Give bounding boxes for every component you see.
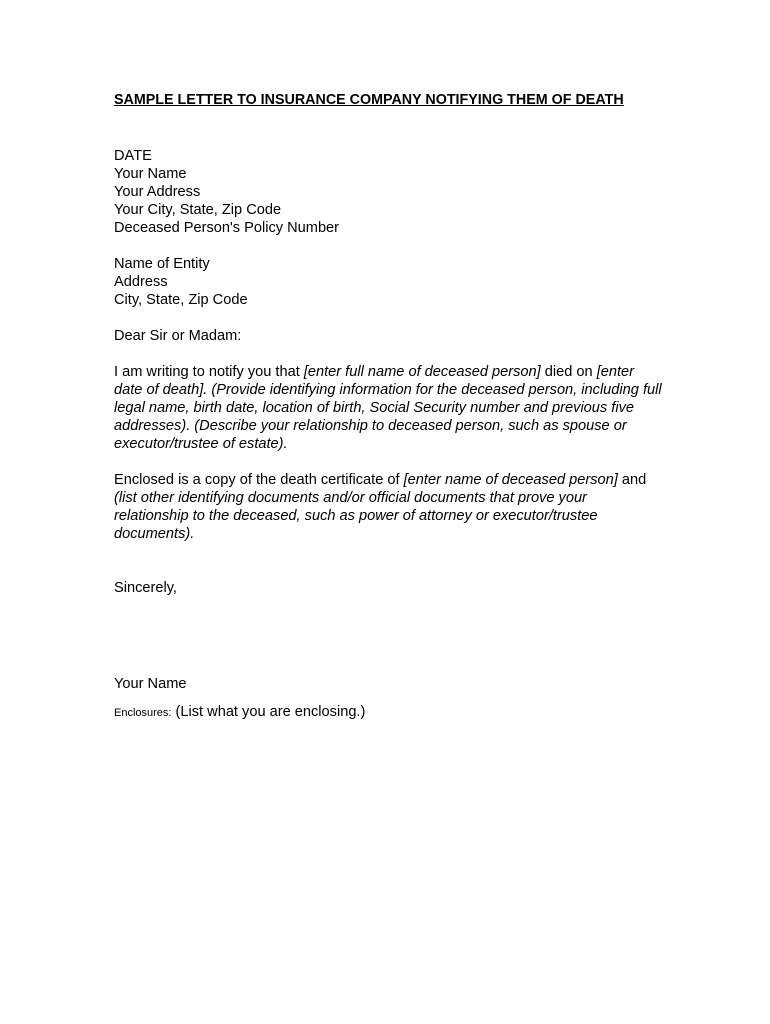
letter-body [114, 90, 664, 722]
sender-block [114, 147, 664, 237]
signature-name: Your Name [114, 676, 187, 692]
sender-name: Your Name [114, 166, 187, 182]
sender-date: DATE [114, 148, 152, 164]
paragraph-1-text: I am writing to notify you that [114, 364, 304, 380]
recipient-entity: Name of Entity [114, 256, 210, 272]
body-paragraph-2 [114, 471, 664, 543]
body-paragraph-1 [114, 363, 664, 453]
recipient-block [114, 255, 664, 309]
paragraph-2-placeholder-name: [enter name of deceased person] [403, 472, 618, 488]
recipient-city-state-zip: City, State, Zip Code [114, 292, 248, 308]
policy-number: Deceased Person's Policy Number [114, 220, 340, 236]
paragraph-2-text: Enclosed is a copy of the death certificate of [114, 472, 404, 488]
enclosures-label: Enclosures: [114, 707, 172, 719]
paragraph-2-instructions: (list other identifying documents and/or official documents that prove your relationship to the deceased, such as power of attorney or executor/trustee documents). [114, 490, 598, 542]
paragraph-1-instructions: [enter date of death]. (Provide identifying information for the deceased person, including full legal name, birth date, location of birth, Social Security number and previous five addresses). (Describe your relationship to deceased person, such as spouse or executor/trustee of estate). [114, 364, 662, 452]
sender-city-state-zip: Your City, State, Zip Code [114, 202, 282, 218]
enclosures-line [114, 703, 664, 722]
paragraph-1-text-2: died on [540, 364, 597, 380]
closing: Sincerely, [114, 580, 177, 596]
paragraph-2-text-2: and [617, 472, 647, 488]
recipient-address: Address [114, 274, 168, 290]
sender-address: Your Address [114, 184, 201, 200]
paragraph-1-placeholder-name: [enter full name of deceased person] [303, 364, 541, 380]
enclosures-text: (List what you are enclosing.) [171, 704, 366, 720]
salutation: Dear Sir or Madam: [114, 328, 242, 344]
document-title: SAMPLE LETTER TO INSURANCE COMPANY NOTIFYING THEM OF DEATH [114, 92, 624, 108]
